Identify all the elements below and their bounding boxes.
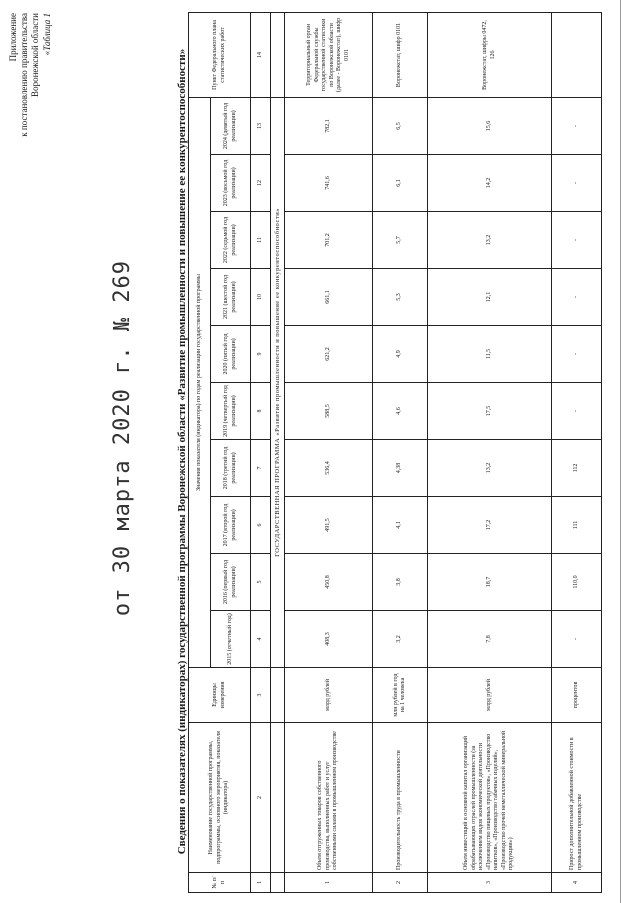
row-value: 17,2 <box>428 497 552 554</box>
column-number: 13 <box>251 97 271 154</box>
header-year: 2024 (девятый год реализации) <box>211 97 251 154</box>
row-value: 4,1 <box>373 497 428 554</box>
row-value: 13,2 <box>428 440 552 497</box>
row-unit: млрд рублей <box>428 668 552 723</box>
program-row <box>271 12 285 892</box>
column-number: 1 <box>251 873 271 893</box>
row-num: 3 <box>428 873 552 893</box>
header-year: 2015 (отчетный год) <box>211 611 251 668</box>
row-name: Прирост дополнительной добавленной стоимости в промышленном производстве <box>552 723 602 873</box>
header-year: 2016 (первый год реализации) <box>211 554 251 611</box>
row-value: 588,5 <box>285 383 373 440</box>
appendix-line: Воронежской области <box>30 13 40 97</box>
header-name: Наименование государственной программы, подпрограммы, основного мероприятия, показателя (индикатора) <box>189 723 251 873</box>
row-source <box>552 12 602 97</box>
row-value: 621,2 <box>285 326 373 383</box>
row-source: Территориальный орган Федеральной службы государственной статистики по Воронежской области (далее - Воронежстат), шифр 0101 <box>285 12 373 97</box>
row-value: 111 <box>552 497 602 554</box>
table-row <box>552 12 602 892</box>
row-name: Объем инвестиций в основной капитал организаций обрабатывающих отраслей промышленности (за исключением видов экономической деятельности «Производство пищевых продуктов», «Производство напитков», «Производство табачных изделий», «Производство прочей неметаллической минеральной продукции») <box>428 723 552 873</box>
row-value: - <box>552 155 602 212</box>
row-value: 6,1 <box>373 155 428 212</box>
row-value: 536,4 <box>285 440 373 497</box>
row-value: 18,7 <box>428 554 552 611</box>
column-number: 9 <box>251 326 271 383</box>
table-label: «Таблица 1 <box>42 13 52 56</box>
row-value: 450,8 <box>285 554 373 611</box>
header-year: 2021 (шестой год реализации) <box>211 269 251 326</box>
row-value: 112 <box>552 440 602 497</box>
header-row-top <box>189 12 211 892</box>
column-number-row <box>251 12 271 892</box>
row-value: - <box>552 269 602 326</box>
header-values-group: Значения показателя (индикатора) по годам реализации государственной программы <box>189 97 211 667</box>
column-number: 8 <box>251 383 271 440</box>
program-title: ГОСУДАРСТВЕННАЯ ПРОГРАММА «Развитие промышленности и повышение ее конкурентоспособности» <box>271 97 285 667</box>
row-value: 15,6 <box>428 97 552 154</box>
row-value: - <box>552 611 602 668</box>
row-unit: млн рублей в год на 1 человека <box>373 668 428 723</box>
row-value: 741,6 <box>285 155 373 212</box>
row-value: 491,5 <box>285 497 373 554</box>
header-year: 2020 (пятый год реализации) <box>211 326 251 383</box>
header-year: 2018 (третий год реализации) <box>211 440 251 497</box>
program-empty-unit <box>271 668 285 723</box>
header-num: № п/п <box>189 873 251 893</box>
row-value: 4,9 <box>373 326 428 383</box>
program-empty-name <box>271 723 285 873</box>
row-num: 2 <box>373 873 428 893</box>
row-name: Производительность труда в промышленности <box>373 723 428 873</box>
column-number: 7 <box>251 440 271 497</box>
column-number: 3 <box>251 668 271 723</box>
row-value: - <box>552 97 602 154</box>
row-value: 13,2 <box>428 212 552 269</box>
row-source: Воронежстат, шифры 0472, 126 <box>428 12 552 97</box>
column-number: 11 <box>251 212 271 269</box>
row-value: - <box>552 383 602 440</box>
header-year: 2022 (седьмой год реализации) <box>211 212 251 269</box>
row-unit: процентов <box>552 668 602 723</box>
row-value: 14,2 <box>428 155 552 212</box>
document-title: Сведения о показателях (индикаторах) государственной программы Воронежской области «Развитие промышленности и повышение ее конкурентоспособности» <box>176 48 188 855</box>
column-number: 4 <box>251 611 271 668</box>
row-value: 4,6 <box>373 383 428 440</box>
row-value: 7,8 <box>428 611 552 668</box>
column-number: 10 <box>251 269 271 326</box>
program-empty-num <box>271 873 285 893</box>
row-value: 5,7 <box>373 212 428 269</box>
program-empty-source <box>271 12 285 97</box>
row-source: Воронежстат, шифр 0101 <box>373 12 428 97</box>
row-value: 11,5 <box>428 326 552 383</box>
appendix-header <box>8 13 41 213</box>
row-value: 661,1 <box>285 269 373 326</box>
table-row <box>428 12 552 892</box>
row-value: - <box>552 326 602 383</box>
row-value: 782,1 <box>285 97 373 154</box>
row-value: 3,8 <box>373 554 428 611</box>
row-num: 4 <box>552 873 602 893</box>
scan-edge-line <box>620 0 621 903</box>
column-number: 14 <box>251 12 271 97</box>
row-value: 5,3 <box>373 269 428 326</box>
row-value: 3,2 <box>373 611 428 668</box>
header-year: 2019 (четвертый год реализации) <box>211 383 251 440</box>
row-value: 4,38 <box>373 440 428 497</box>
header-unit: Единицы измерения <box>189 668 251 723</box>
header-year: 2017 (второй год реализации) <box>211 497 251 554</box>
appendix-line: к постановлению правительства <box>19 13 29 137</box>
column-number: 5 <box>251 554 271 611</box>
table-row <box>373 12 428 892</box>
header-year: 2023 (восьмой год реализации) <box>211 155 251 212</box>
column-number: 6 <box>251 497 271 554</box>
row-value: - <box>552 212 602 269</box>
row-value: 12,1 <box>428 269 552 326</box>
table-row <box>285 12 373 892</box>
row-value: 6,5 <box>373 97 428 154</box>
appendix-line: Приложение <box>8 13 18 62</box>
indicators-table <box>188 12 602 893</box>
row-unit: млрд рублей <box>285 668 373 723</box>
decree-date-number: от 30 марта 2020 г. № 269 <box>110 259 135 617</box>
column-number: 2 <box>251 723 271 873</box>
row-value: 408,3 <box>285 611 373 668</box>
column-number: 12 <box>251 155 271 212</box>
row-value: 17,5 <box>428 383 552 440</box>
header-source: Пункт Федерального плана статистических работ <box>189 12 251 97</box>
row-name: Объем отгруженных товаров собственного производства, выполненных работ и услуг собственными силами в промышленном производстве <box>285 723 373 873</box>
row-value: 701,2 <box>285 212 373 269</box>
row-num: 1 <box>285 873 373 893</box>
row-value: 110,0 <box>552 554 602 611</box>
